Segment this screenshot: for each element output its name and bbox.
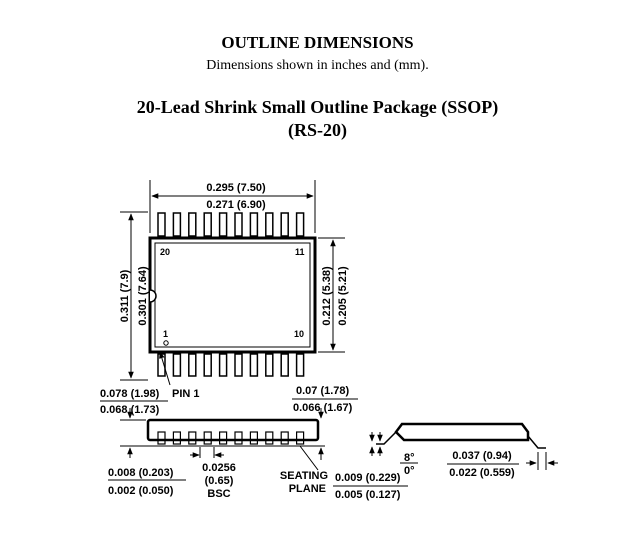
body-height-min-label: 0.205 (5.21)	[337, 266, 349, 326]
top-pin	[297, 213, 304, 236]
top-pin	[281, 213, 288, 236]
end-left-min-label: 0.068 (1.73)	[100, 404, 160, 416]
angle-max-label: 8°	[404, 452, 415, 464]
bottom-pin-row	[158, 354, 304, 376]
top-pin	[204, 213, 211, 236]
top-pin-row	[158, 213, 304, 236]
top-pin	[173, 213, 180, 236]
thickness-min-label: 0.005 (0.127)	[335, 489, 401, 501]
pin-20-label: 20	[160, 247, 171, 257]
side-pin	[204, 432, 211, 444]
end-body	[396, 424, 528, 440]
orientation-notch	[150, 290, 156, 302]
bottom-pin	[220, 354, 227, 376]
top-pin	[158, 213, 165, 236]
bottom-pin	[189, 354, 196, 376]
end-right-min-label: 0.066 (1.67)	[293, 402, 353, 414]
pin-1-label: 1	[163, 329, 169, 339]
end-view	[372, 424, 558, 470]
angle-min-label: 0°	[404, 465, 415, 477]
side-pin	[173, 432, 180, 444]
standoff-min-label: 0.002 (0.050)	[108, 485, 174, 497]
lead-span-min-label: 0.301 (7.64)	[137, 266, 149, 326]
side-pin	[281, 432, 288, 444]
end-lead-left	[376, 432, 396, 444]
seating-plane-label-2: PLANE	[288, 483, 326, 495]
side-view	[120, 408, 325, 470]
top-pin	[220, 213, 227, 236]
top-pin	[235, 213, 242, 236]
package-code: (RS-20)	[288, 120, 347, 140]
body-height-max-label: 0.212 (5.38)	[321, 266, 333, 326]
top-view-labels	[100, 182, 358, 416]
top-pin	[266, 213, 273, 236]
pitch-mm-label: (0.65)	[204, 475, 234, 487]
side-pin	[189, 432, 196, 444]
package-title: 20-Lead Shrink Small Outline Package (SSOP)	[136, 97, 499, 117]
pin-11-label: 11	[295, 247, 305, 257]
bottom-pin	[281, 354, 288, 376]
pitch-bsc-label: BSC	[207, 488, 231, 500]
foot-max-label: 0.037 (0.94)	[452, 450, 512, 462]
end-view-labels	[400, 450, 519, 479]
side-pin	[235, 432, 242, 444]
bottom-pin	[297, 354, 304, 376]
end-lead-right	[528, 436, 546, 448]
seating-plane-label-1: SEATING	[279, 470, 328, 482]
side-pin	[297, 432, 304, 444]
thickness-max-label: 0.009 (0.229)	[335, 472, 401, 484]
side-pin-row	[158, 432, 304, 444]
end-left-max-label: 0.078 (1.98)	[100, 388, 160, 400]
pin1-dot	[164, 341, 168, 345]
package-body-inner	[155, 243, 310, 347]
side-pin	[266, 432, 273, 444]
side-pin	[250, 432, 257, 444]
top-pin	[189, 213, 196, 236]
section-title: OUTLINE DIMENSIONS	[221, 33, 414, 52]
bottom-pin	[173, 354, 180, 376]
bottom-pin	[266, 354, 273, 376]
section-subtitle: Dimensions shown in inches and (mm).	[206, 58, 429, 73]
bottom-pin	[235, 354, 242, 376]
side-view-labels	[108, 462, 408, 501]
pin1-callout-label: PIN 1	[172, 388, 200, 400]
pin-10-label: 10	[294, 329, 305, 339]
side-pin	[220, 432, 227, 444]
width-max-label: 0.295 (7.50)	[206, 182, 266, 194]
pitch-inch-label: 0.0256	[202, 462, 236, 474]
bottom-pin	[250, 354, 257, 376]
standoff-max-label: 0.008 (0.203)	[108, 467, 174, 479]
foot-min-label: 0.022 (0.559)	[449, 467, 515, 479]
package-body	[150, 238, 315, 352]
bottom-pin	[204, 354, 211, 376]
top-pin	[250, 213, 257, 236]
lead-span-max-label: 0.311 (7.9)	[119, 269, 131, 323]
end-right-max-label: 0.07 (1.78)	[296, 385, 350, 397]
width-min-label: 0.271 (6.90)	[206, 199, 266, 211]
side-pin	[158, 432, 165, 444]
